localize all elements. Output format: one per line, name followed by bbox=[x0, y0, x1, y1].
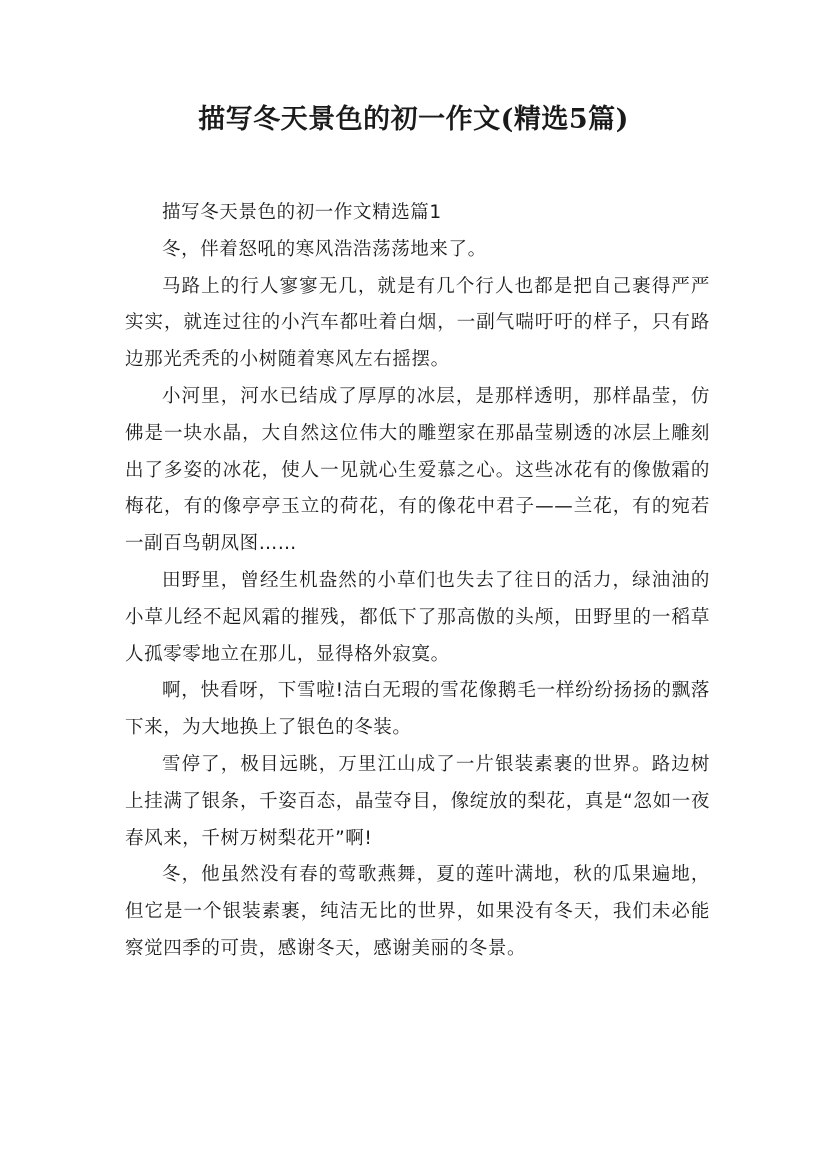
paragraph-7: 冬，他虽然没有春的莺歌燕舞，夏的莲叶满地，秋的瓜果遍地，但它是一个银装素裹，纯洁无比的世界，如果没有冬天，我们未必能察觉四季的可贵，感谢冬天，感谢美丽的冬景。 bbox=[125, 864, 710, 959]
paragraph-3: 小河里，河水已结成了厚厚的冰层，是那样透明，那样晶莹，仿佛是一块水晶，大自然这位伟大的雕塑家在那晶莹剔透的冰层上雕刻出了多姿的冰花，使人一见就心生爱慕之心。这些冰花有的像傲霜的梅花，有的像亭亭玉立的荷花，有的像花中君子——兰花，有的宛若一副百鸟朝凤图…… bbox=[125, 385, 710, 555]
paragraph-5: 啊，快看呀，下雪啦!洁白无瑕的雪花像鹅毛一样纷纷扬扬的飘落下来，为大地换上了银色的冬装。 bbox=[125, 680, 710, 739]
paragraph-6: 雪停了，极目远眺，万里江山成了一片银装素裹的世界。路边树上挂满了银条，千姿百态，晶莹夺目，像绽放的梨花，真是“忽如一夜春风来，千树万树梨花开”啊! bbox=[125, 753, 710, 849]
document-title: 描写冬天景色的初一作文(精选5篇) bbox=[198, 104, 629, 135]
paragraph-4: 田野里，曾经生机盎然的小草们也失去了往日的活力，绿油油的小草儿经不起风霜的摧残，都低下了那高傲的头颅，田野里的一稻草人孤零零地立在那儿，显得格外寂寞。 bbox=[125, 569, 710, 665]
document-body bbox=[125, 195, 710, 968]
paragraph-1: 冬，伴着怒吼的寒风浩浩荡荡地来了。 bbox=[162, 238, 487, 260]
section-heading: 描写冬天景色的初一作文精选篇1 bbox=[162, 202, 442, 223]
paragraph-2: 马路上的行人寥寥无几，就是有几个行人也都是把自己裹得严严实实，就连过往的小汽车都吐着白烟，一副气喘吁吁的样子，只有路边那光秃秃的小树随着寒风左右摇摆。 bbox=[125, 275, 710, 371]
